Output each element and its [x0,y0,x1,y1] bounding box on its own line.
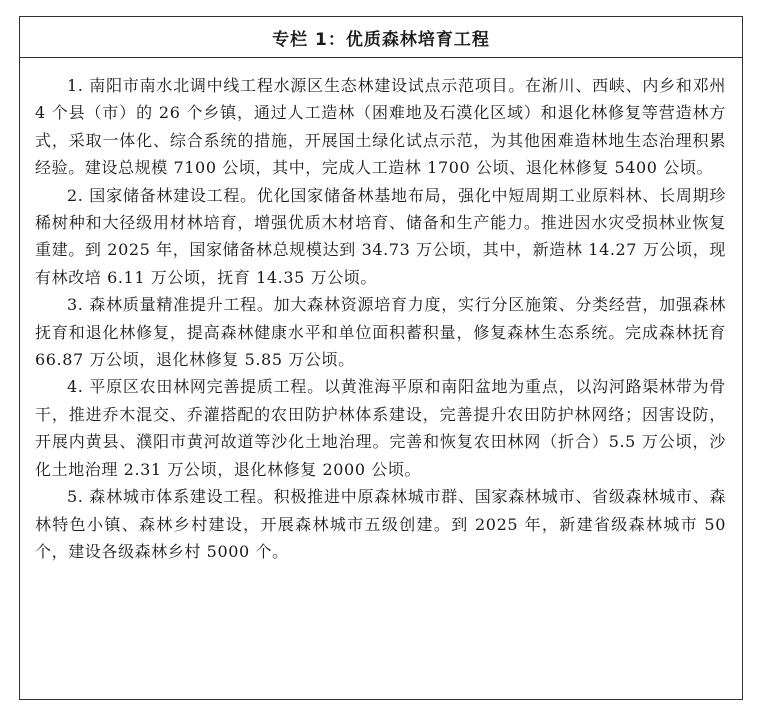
item-paragraph-5: 5. 森林城市体系建设工程。积极推进中原森林城市群、国家森林城市、省级森林城市、森林特色小镇、森林乡村建设，开展森林城市五级创建。到 2025 年，新建省级森林城市 50 个，建设各级森林乡村 5000 个。 [35,487,726,561]
item-paragraph-4: 4. 平原区农田林网完善提质工程。以黄淮海平原和南阳盆地为重点，以沟河路渠林带为骨干，推进乔木混交、乔灌搭配的农田防护林体系建设，完善提升农田防护林网络；因害设防，开展内黄县、濮阳市黄河故道等沙化土地治理。完善和恢复农田林网（折合）5.5 万公顷，沙化土地治理 2.31 万公顷，退化林修复 2000 公顷。 [35,377,726,479]
column-body [20,58,742,565]
column-box [19,16,743,700]
item-paragraph-3: 3. 森林质量精准提升工程。加大森林资源培育力度，实行分区施策、分类经营，加强森林抚育和退化林修复，提高森林健康水平和单位面积蓄积量，修复森林生态系统。完成森林抚育 66.87 万公顷，退化林修复 5.85 万公顷。 [35,295,726,370]
column-title: 专栏 1：优质森林培育工程 [20,17,742,58]
item-paragraph-1: 1. 南阳市南水北调中线工程水源区生态林建设试点示范项目。在淅川、西峡、内乡和邓州 4 个县（市）的 26 个乡镇，通过人工造林（困难地及石漠化区域）和退化林修复等营造林方式，采取一体化、综合系统的措施，开展国土绿化试点示范，为其他困难造林地生态治理积累经验。建设总规模 7100 公顷，其中，完成人工造林 1700 公顷、退化林修复 5400 公顷。 [35,76,726,178]
item-paragraph-2: 2. 国家储备林建设工程。优化国家储备林基地布局，强化中短周期工业原料林、长周期珍稀树种和大径级用材林培育，增强优质木材培育、储备和生产能力。推进因水灾受损林业恢复重建。到 2025 年，国家储备林总规模达到 34.73 万公顷，其中，新造林 14.27 万公顷，现有林改培 6.11 万公顷，抚育 14.35 万公顷。 [35,185,726,287]
